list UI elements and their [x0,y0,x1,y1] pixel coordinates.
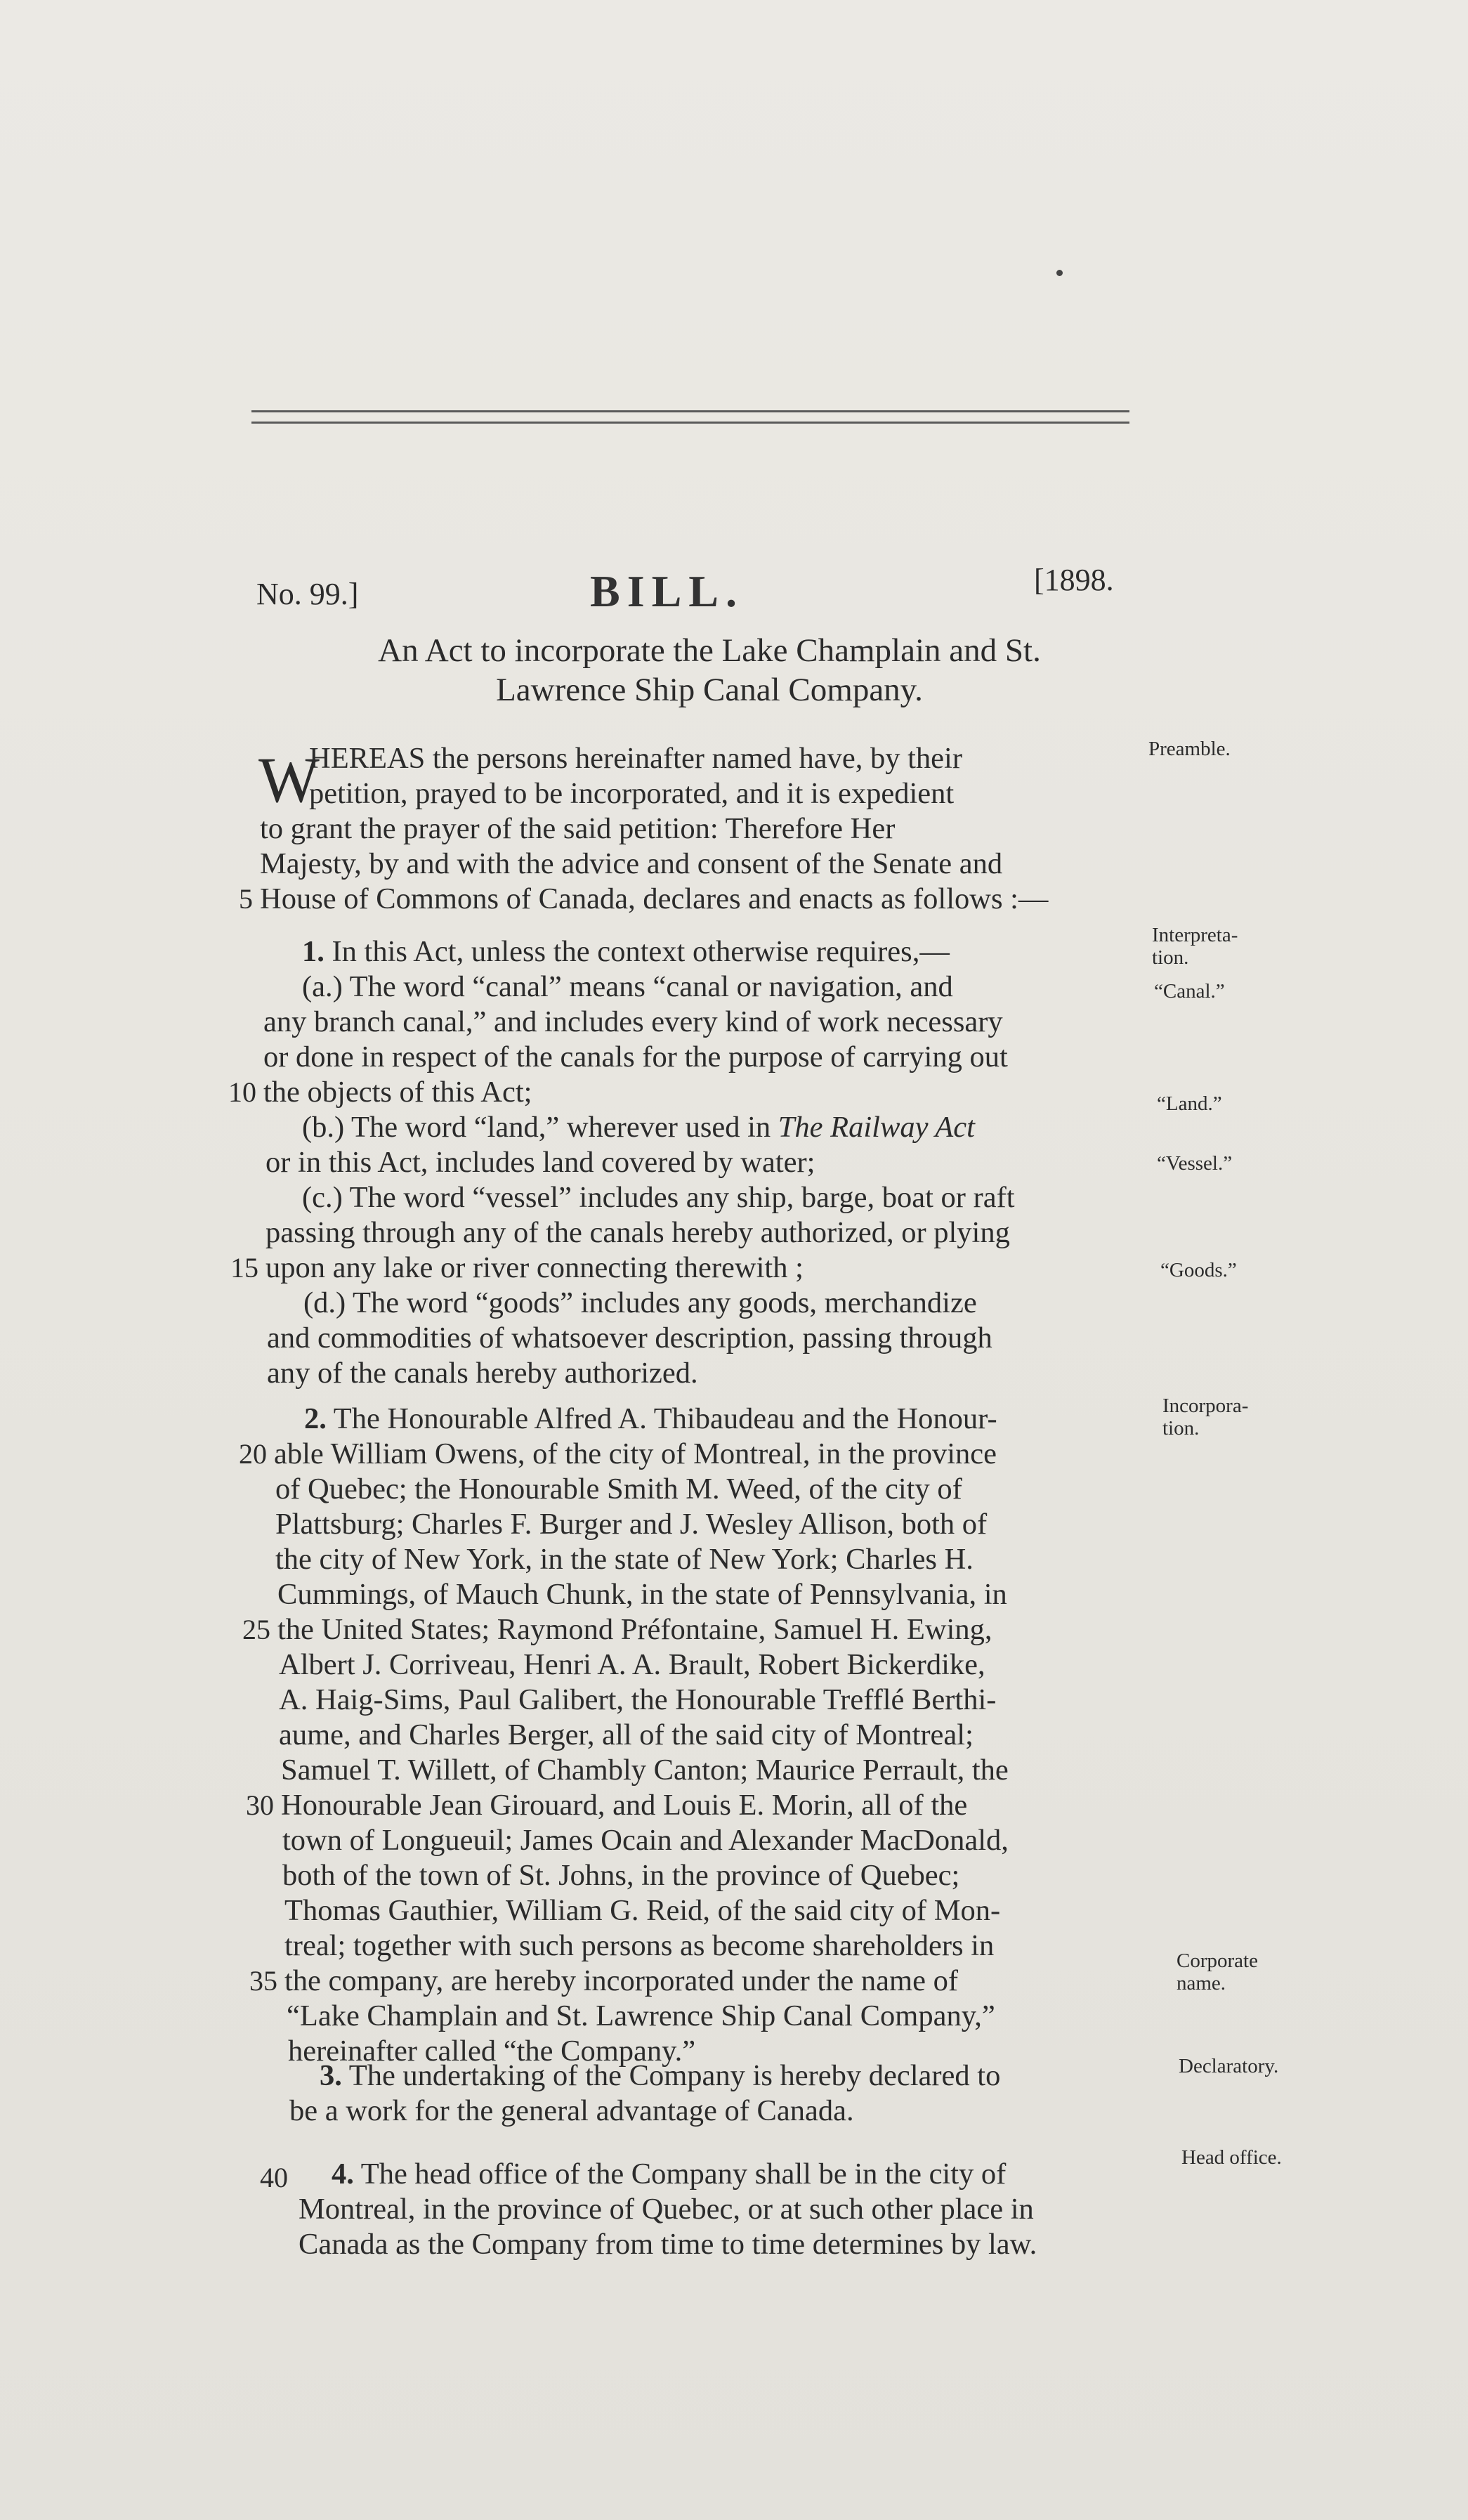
section-1-line: or in this Act, includes land covered by water; [266,1146,815,1179]
section-number: 1. [302,935,325,968]
section-number: 3. [320,2059,342,2092]
section-1-line: and commodities of whatsoever description, passing through [267,1321,992,1354]
section-3-line [320,2058,1000,2094]
preamble-line: to grant the prayer of the said petition: Therefore Her [260,812,896,845]
marginal-note-line: Incorpora- [1162,1395,1249,1417]
marginal-note-corporate-name [1177,1950,1338,1995]
section-1-line: (d.) The word “goods” includes any goods, merchandize [303,1286,977,1319]
preamble-line: House of Commons of Canada, declares and enacts as follows :— [260,882,1049,915]
marginal-note-line: Interpreta- [1152,924,1238,946]
section-2-line: hereinafter called “the Company.” [288,2035,696,2068]
section-2-line: the city of New York, in the state of New York; Charles H. [275,1543,974,1576]
top-rule [251,410,1129,412]
section-1-line: upon any lake or river connecting therewith ; [266,1251,804,1284]
top-rule-second [251,422,1129,424]
italic-act-name: The Railway Act [778,1111,975,1144]
preamble-line: Majesty, by and with the advice and consent of the Senate and [260,847,1003,880]
section-2-line: able William Owens, of the city of Montreal, in the province [274,1437,997,1470]
line-number: 25 [242,1614,270,1645]
section-3-line: be a work for the general advantage of Canada. [289,2094,854,2127]
section-2-line: Cummings, of Mauch Chunk, in the state of Pennsylvania, in [277,1578,1007,1611]
ink-speck [1056,270,1063,276]
line-number: 30 [246,1789,274,1821]
marginal-note-preamble: Preamble. [1148,738,1231,760]
section-2-line: Plattsburg; Charles F. Burger and J. Wesley Allison, both of [275,1508,988,1541]
section-text: (b.) The word “land,” wherever used in [302,1111,771,1144]
section-1-line: any branch canal,” and includes every kind of work necessary [263,1005,1003,1038]
section-number: 4. [332,2157,354,2191]
bill-number: No. 99.] [256,577,359,611]
section-text: In this Act, unless the context otherwise requires,— [332,935,950,968]
section-2-line: Albert J. Corriveau, Henri A. A. Brault, Robert Bickerdike, [279,1648,985,1681]
section-text: The Honourable Alfred A. Thibaudeau and the Honour- [333,1402,997,1435]
section-1-line [302,934,950,970]
section-number: 2. [304,1402,327,1435]
marginal-note-canal: “Canal.” [1154,980,1225,1003]
marginal-note-incorporation [1162,1395,1324,1439]
section-1-line: passing through any of the canals hereby authorized, or plying [266,1216,1010,1249]
line-number: 5 [239,883,253,915]
section-2-line: the United States; Raymond Préfontaine, Samuel H. Ewing, [277,1613,992,1646]
section-2-line: Honourable Jean Girouard, and Louis E. Morin, all of the [281,1789,968,1822]
section-1-line: (a.) The word “canal” means “canal or navigation, and [302,970,953,1003]
marginal-note-head-office: Head office. [1181,2146,1282,2169]
section-text: The head office of the Company shall be in the city of [360,2157,1007,2191]
section-1-line [302,1110,975,1145]
bill-year: [1898. [1034,563,1114,597]
preamble-dropcap: W [258,744,320,816]
marginal-note-land: “Land.” [1157,1092,1222,1115]
section-4-line: Canada as the Company from time to time determines by law. [299,2228,1037,2261]
section-1-line: or done in respect of the canals for the purpose of carrying out [263,1040,1008,1073]
section-2-line: town of Longueuil; James Ocain and Alexander MacDonald, [282,1824,1009,1857]
marginal-note-declaratory: Declaratory. [1179,2055,1279,2077]
section-1-line: any of the canals hereby authorized. [267,1357,698,1390]
preamble-line: HEREAS the persons hereinafter named have, by their [309,742,962,775]
line-number: 20 [239,1438,267,1470]
line-number: 10 [228,1076,256,1108]
marginal-note-line: tion. [1162,1417,1200,1439]
marginal-note-interpretation [1152,924,1313,969]
marginal-note-line: tion. [1152,946,1189,969]
section-2-line: “Lake Champlain and St. Lawrence Ship Canal Company,” [287,1999,995,2032]
section-4-line [332,2157,1006,2192]
preamble-line: petition, prayed to be incorporated, and it is expedient [309,777,955,810]
act-title-line: An Act to incorporate the Lake Champlain and St. [378,632,1041,669]
marginal-note-line: Corporate [1177,1950,1258,1972]
section-1-line: (c.) The word “vessel” includes any ship, barge, boat or raft [302,1181,1015,1214]
line-number: 40 [260,2162,288,2193]
section-text: The undertaking of the Company is hereby declared to [348,2059,1001,2092]
section-2-line: the company, are hereby incorporated under the name of [284,1964,958,1997]
section-1-line: the objects of this Act; [263,1076,532,1109]
marginal-note-vessel: “Vessel.” [1157,1152,1233,1175]
bill-heading: BILL. [590,566,744,616]
section-2-line [304,1402,997,1437]
marginal-note-goods: “Goods.” [1160,1259,1237,1281]
section-2-line: treal; together with such persons as become shareholders in [284,1929,995,1962]
act-title-line: Lawrence Ship Canal Company. [496,672,923,708]
line-number: 35 [249,1965,277,1997]
section-2-line: Samuel T. Willett, of Chambly Canton; Maurice Perrault, the [281,1754,1009,1787]
line-number: 15 [230,1252,258,1284]
section-4-line: Montreal, in the province of Quebec, or at such other place in [299,2193,1034,2226]
section-2-line: aume, and Charles Berger, all of the said city of Montreal; [279,1718,974,1751]
act-title [246,631,1173,710]
section-2-line: both of the town of St. Johns, in the province of Quebec; [282,1859,960,1892]
section-2-line: A. Haig-Sims, Paul Galibert, the Honourable Trefflé Berthi- [279,1683,997,1716]
section-2-line: Thomas Gauthier, William G. Reid, of the said city of Mon- [284,1894,1001,1927]
marginal-note-line: name. [1177,1972,1226,1995]
section-2-line: of Quebec; the Honourable Smith M. Weed, of the city of [275,1473,962,1506]
